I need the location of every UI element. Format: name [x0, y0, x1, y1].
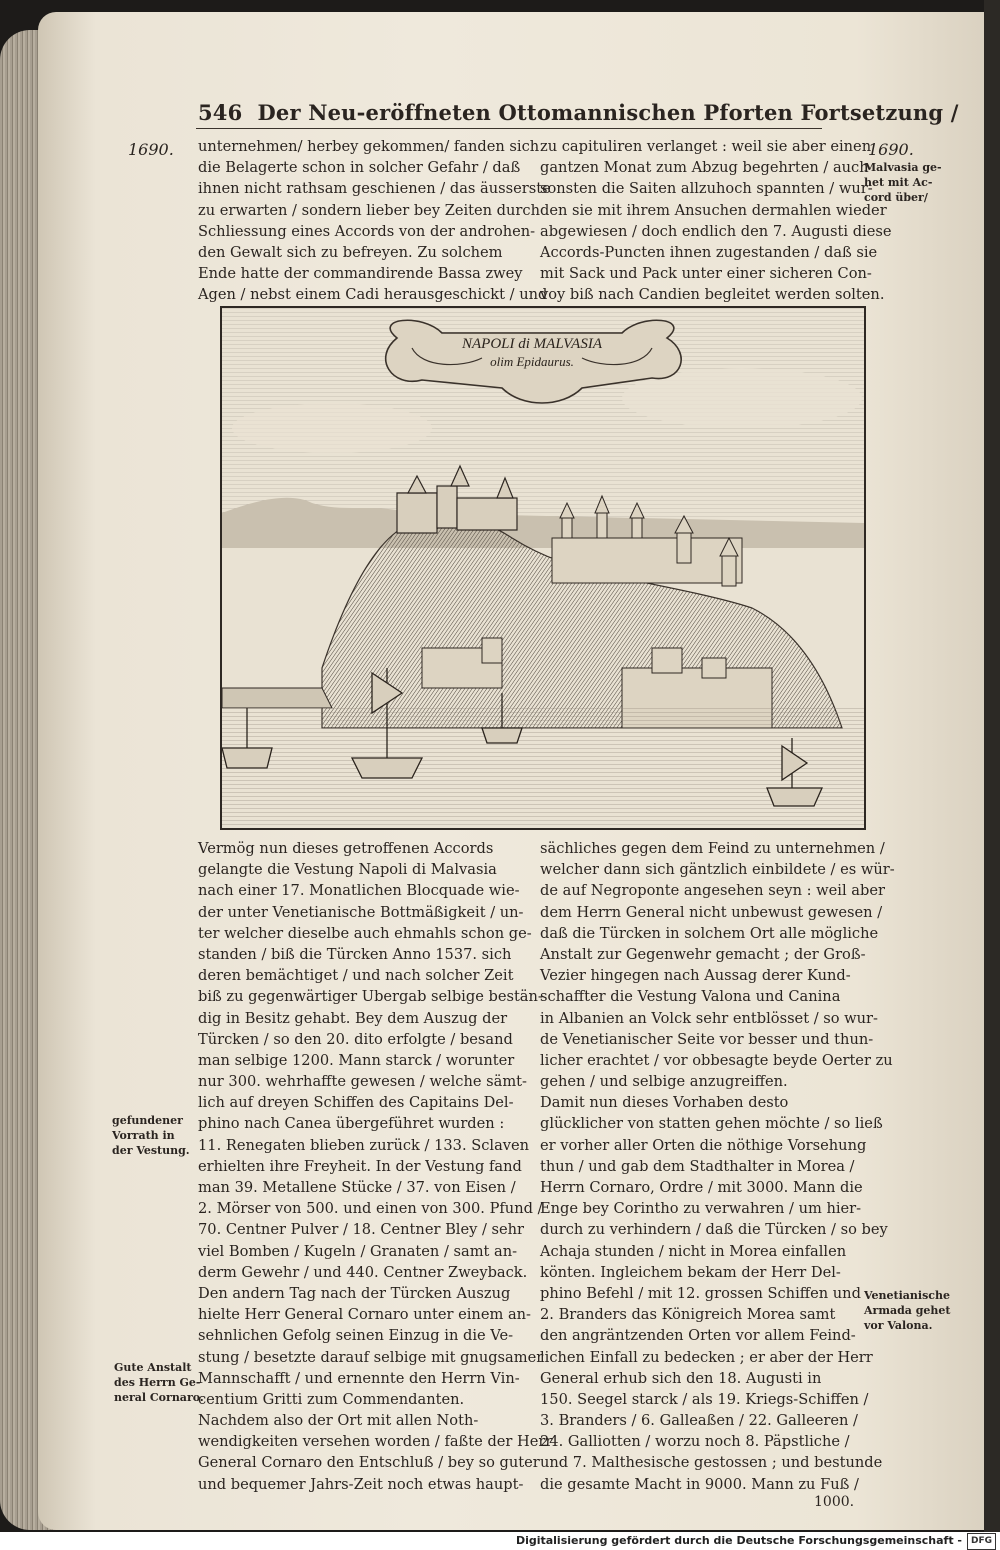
text-line: General Cornaro den Entschluß / bey so guter [198, 1454, 540, 1472]
text-line: könten. Ingleichem bekam der Herr Del- [540, 1263, 841, 1281]
text-line: den Gewalt sich zu befreyen. Zu solchem [198, 243, 503, 261]
text-line: man selbige 1200. Mann starck / worunter [198, 1051, 515, 1069]
margin-note-line: vor Valona. [864, 1319, 933, 1332]
text-line: er vorher aller Orten die nöthige Vorsehung [540, 1136, 867, 1154]
text-line: zu erwarten / sondern lieber bey Zeiten durch [198, 201, 540, 219]
text-line: dig in Besitz gehabt. Bey dem Auszug der [198, 1009, 508, 1027]
text-line: die gesamte Macht in 9000. Mann zu Fuß / [540, 1475, 859, 1493]
text-line: gehen / und selbige anzugreiffen. [540, 1073, 788, 1091]
engraving-illustration [222, 308, 864, 828]
margin-note-line: Armada gehet [864, 1304, 951, 1317]
margin-note-line: des Herrn Ge- [114, 1376, 201, 1389]
text-line: Mannschafft / und ernennte den Herrn Vin- [198, 1369, 520, 1387]
text-line: man 39. Metallene Stücke / 37. von Eisen / [198, 1179, 516, 1196]
text-line: thun / und gab dem Stadthalter in Morea / [540, 1157, 855, 1175]
text-column-bottom-right [540, 838, 895, 1495]
margin-year-right: 1690. [868, 140, 914, 159]
text-line: 2. Branders das Königreich Morea samt [540, 1306, 836, 1324]
text-line: 70. Centner Pulver / 18. Centner Bley / sehr [198, 1221, 525, 1239]
cartouche-title: NAPOLI di MALVASIA [462, 336, 602, 352]
text-line: lichen Einfall zu bedecken ; er aber der Herr [540, 1348, 873, 1366]
text-line: gantzen Monat zum Abzug begehrten / auch [540, 159, 869, 177]
text-line: gelangte die Vestung Napoli di Malvasia [198, 861, 497, 879]
text-line: der unter Venetianische Bottmäßigkeit / un- [198, 903, 524, 921]
text-line: Vezier hingegen nach Aussag derer Kund- [540, 967, 851, 985]
text-line: mit Sack und Pack unter einer sicheren Con- [540, 265, 872, 283]
text-line: de auf Negroponte angesehen seyn : weil aber [540, 882, 885, 900]
dfg-logo: DFG [967, 1533, 996, 1550]
text-line: Nachdem also der Ort mit allen Noth- [198, 1412, 479, 1430]
text-line: Vermög nun dieses getroffenen Accords [198, 840, 494, 857]
text-line: in Albanien an Volck sehr entblösset / so wur- [540, 1009, 878, 1027]
text-line: licher erachtet / vor obbesagte beyde Oerter zu [540, 1051, 893, 1069]
text-line: 3. Branders / 6. Galleaßen / 22. Galleeren / [540, 1412, 858, 1430]
text-line: nach einer 17. Monatlichen Blocquade wie- [198, 882, 520, 900]
text-line: 150. Seegel starck / als 19. Kriegs-Schiffen / [540, 1390, 869, 1408]
text-line: wendigkeiten versehen worden / faßte der Herr [198, 1433, 553, 1451]
text-line: hielte Herr General Cornaro unter einem an- [198, 1306, 531, 1324]
text-column-bottom-left [198, 838, 552, 1495]
text-line: erhielten ihre Freyheit. In der Vestung fand [198, 1157, 522, 1175]
text-line: Anstalt zur Gegenwehr gemacht ; der Groß- [540, 945, 866, 963]
margin-year-left: 1690. [128, 140, 174, 159]
margin-note-line: neral Cornaro. [114, 1391, 204, 1404]
text-line: daß die Türcken in solchem Ort alle mögliche [540, 924, 879, 942]
text-line: und bequemer Jahrs-Zeit noch etwas haupt- [198, 1475, 524, 1493]
text-line: phino Befehl / mit 12. grossen Schiffen und [540, 1284, 861, 1302]
text-line: phino nach Canea übergeführet wurden : [198, 1115, 505, 1133]
running-title: Der Neu-eröffneten Ottomannischen Pforten Fortsetzung / [257, 100, 959, 125]
text-line: stung / besetzte darauf selbige mit gnugsamer [198, 1348, 544, 1366]
text-line: die Belagerte schon in solcher Gefahr / daß [198, 159, 521, 177]
text-line: deren bemächtiget / und nach solcher Zeit [198, 967, 514, 985]
text-line: dem Herrn General nicht unbewust gewesen / [540, 903, 883, 921]
margin-note-anstalt [114, 1360, 204, 1405]
text-line: ihnen nicht rathsam geschienen / das äusserste [198, 180, 551, 198]
text-line: Herrn Cornaro, Ordre / mit 3000. Mann die [540, 1179, 863, 1196]
header-rule [196, 128, 822, 129]
text-line: Enge bey Corintho zu verwahren / um hier- [540, 1200, 862, 1218]
text-line: centium Gritti zum Commendanten. [198, 1390, 465, 1408]
text-line: sonsten die Saiten allzuhoch spannten / wur- [540, 180, 873, 198]
text-line: schaffter die Vestung Valona und Canina [540, 988, 841, 1006]
margin-note-line: het mit Ac- [864, 176, 933, 189]
page-number: 546 [198, 100, 243, 125]
text-line: den angräntzenden Orten vor allem Feind- [540, 1327, 856, 1345]
digitization-footer [0, 1532, 1000, 1550]
funding-credit: Digitalisierung gefördert durch die Deutsche Forschungsgemeinschaft - [515, 1534, 962, 1547]
text-line: durch zu verhindern / daß die Türcken / so bey [540, 1221, 888, 1239]
margin-note-line: Venetianische [864, 1289, 950, 1302]
cartouche-subtitle: olim Epidaurus. [490, 354, 574, 369]
text-line: Den andern Tag nach der Türcken Auszug [198, 1284, 511, 1302]
text-line: 11. Renegaten blieben zurück / 133. Sclaven [198, 1136, 530, 1154]
text-line: sächliches gegen dem Feind zu unternehmen / [540, 840, 885, 857]
text-column-top-left [198, 136, 551, 306]
engraving-napoli-di-malvasia [220, 306, 866, 830]
text-line: lich auf dreyen Schiffen des Capitains Del- [198, 1094, 514, 1112]
text-line: Damit nun dieses Vorhaben desto [540, 1094, 789, 1112]
text-line: standen / biß die Türcken Anno 1537. sich [198, 945, 512, 963]
margin-note-line: gefundener [112, 1114, 183, 1127]
margin-note-line: Malvasia ge- [864, 161, 942, 174]
text-column-top-right [540, 136, 892, 306]
text-line: Ende hatte der commandirende Bassa zwey [198, 265, 523, 283]
text-line: glücklicher von statten gehen möchte / so ließ [540, 1115, 883, 1133]
text-line: viel Bomben / Kugeln / Granaten / samt an- [198, 1242, 518, 1260]
text-line: unternehmen/ herbey gekommen/ fanden sich [198, 138, 540, 155]
text-line: abgewiesen / doch endlich den 7. Augusti diese [540, 222, 892, 240]
text-line: Türcken / so den 20. dito erfolgte / besand [198, 1030, 513, 1048]
scan-border [984, 0, 1000, 1550]
margin-note-line: cord über/ [864, 191, 928, 204]
text-line: Achaja stunden / nicht in Morea einfallen [540, 1242, 847, 1260]
text-line: Agen / nebst einem Cadi herausgeschickt / und [198, 286, 548, 304]
text-line: sehnlichen Gefolg seinen Einzug in die Ve- [198, 1327, 514, 1345]
text-line: biß zu gegenwärtiger Ubergab selbige bestän- [198, 988, 543, 1006]
text-line: voy biß nach Candien begleitet werden solten. [540, 286, 885, 304]
margin-note-line: Gute Anstalt [114, 1361, 192, 1374]
text-line: derm Gewehr / und 440. Centner Zweyback. [198, 1263, 528, 1281]
text-line: und 7. Malthesische gestossen ; und bestunde [540, 1454, 883, 1472]
text-line: de Venetianischer Seite vor besser und thun- [540, 1030, 874, 1048]
text-line: den sie mit ihrem Ansuchen dermahlen wieder [540, 201, 887, 219]
margin-note-vorrath [112, 1113, 190, 1158]
margin-note-line: Vorrath in [112, 1129, 175, 1142]
text-line: Accords-Puncten ihnen zugestanden / daß sie [540, 243, 878, 261]
text-line: zu capituliren verlanget : weil sie aber einen [540, 138, 872, 155]
text-line: nur 300. wehrhaffte gewesen / welche sämt- [198, 1073, 527, 1091]
text-line: Schliessung eines Accords von der androhen- [198, 222, 536, 240]
text-line: 2. Mörser von 500. und einen von 300. Pfund / [198, 1200, 543, 1218]
text-line: welcher dann sich gäntzlich einbildete / es wür- [540, 861, 895, 879]
text-line: 24. Galliotten / worzu noch 8. Päpstliche / [540, 1433, 850, 1451]
catchword: 1000. [814, 1494, 855, 1510]
text-line: ter welcher dieselbe auch ehmahls schon ge- [198, 924, 532, 942]
text-line: General erhub sich den 18. Augusti in [540, 1369, 822, 1387]
running-header [198, 100, 959, 125]
margin-note-line: der Vestung. [112, 1144, 190, 1157]
